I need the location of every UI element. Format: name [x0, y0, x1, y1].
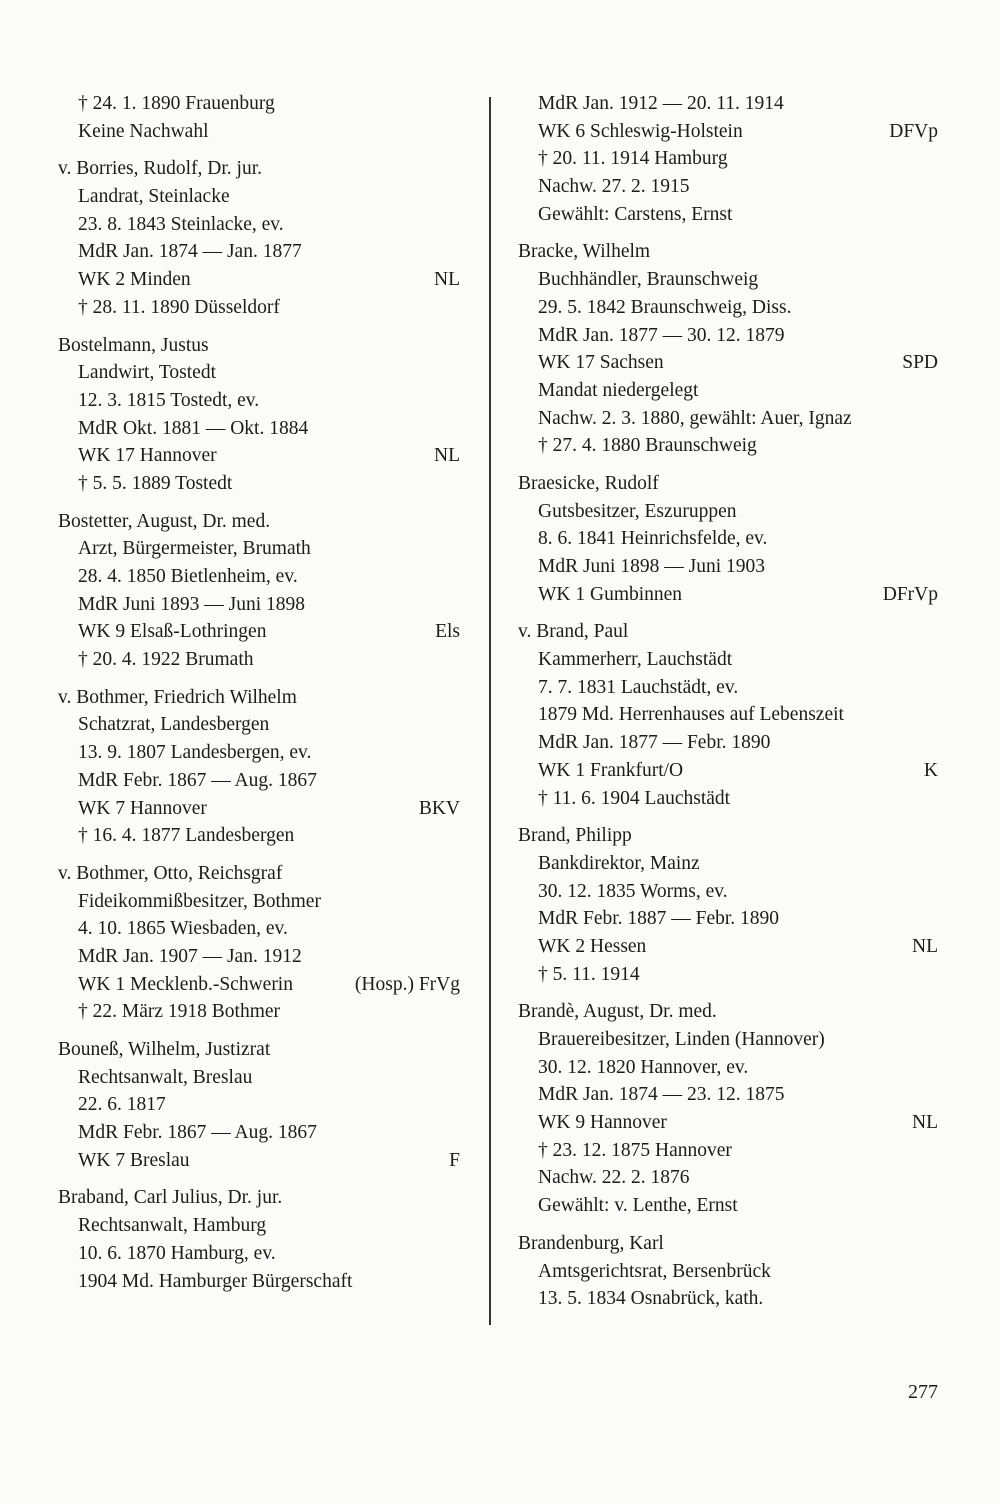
entry-detail-line — [58, 415, 460, 443]
party-abbreviation: NL — [912, 1112, 938, 1134]
entry-detail-line — [58, 1240, 460, 1268]
entry-detail-line — [58, 591, 460, 619]
entry-text: † 5. 11. 1914 — [538, 963, 640, 985]
entry-detail-line — [58, 442, 460, 470]
entry-detail-line — [518, 1054, 938, 1082]
entry-text: 30. 12. 1820 Hannover, ev. — [538, 1056, 749, 1078]
entry-name-line — [58, 508, 460, 536]
entry-name-line — [518, 470, 938, 498]
entry-name-line — [518, 1230, 938, 1258]
entry-detail-line — [58, 238, 460, 266]
entry-text: Bracke, Wilhelm — [518, 241, 651, 263]
entry-text: † 22. März 1918 Bothmer — [78, 1001, 281, 1023]
entry-text: Landrat, Steinlacke — [78, 186, 230, 208]
entry-detail-line — [58, 563, 460, 591]
entry-text: MdR Jan. 1874 — Jan. 1877 — [78, 241, 302, 263]
biography-entry — [518, 998, 938, 1220]
entry-detail-line — [518, 1026, 938, 1054]
entry-text: Brauereibesitzer, Linden (Hannover) — [538, 1029, 825, 1050]
entry-detail-line — [518, 1285, 938, 1313]
entry-text: † 24. 1. 1890 Frauenburg — [78, 93, 275, 114]
entry-text: WK 7 Hannover — [78, 797, 207, 819]
entry-text: Rechtsanwalt, Hamburg — [78, 1215, 267, 1237]
entry-text: † 28. 11. 1890 Düsseldorf — [78, 296, 280, 318]
entry-text: MdR Jan. 1907 — Jan. 1912 — [78, 945, 302, 967]
entry-text: Buchhändler, Braunschweig — [538, 269, 759, 291]
entry-detail-line — [518, 525, 938, 553]
entry-detail-line — [518, 118, 938, 146]
entry-detail-line — [518, 850, 938, 878]
entry-text: WK 2 Hessen — [538, 935, 647, 957]
entry-text: MdR Jan. 1912 — 20. 11. 1914 — [538, 93, 784, 114]
entry-text: WK 17 Hannover — [78, 445, 217, 467]
entry-text: Arzt, Bürgermeister, Brumath — [78, 538, 311, 560]
entry-text: MdR Febr. 1867 — Aug. 1867 — [78, 1122, 317, 1144]
entry-text: Fideikommißbesitzer, Bothmer — [78, 890, 321, 912]
entry-text: WK 7 Breslau — [78, 1149, 190, 1171]
entry-detail-line — [518, 1258, 938, 1286]
entry-text: 22. 6. 1817 — [78, 1094, 166, 1116]
party-abbreviation: BKV — [418, 797, 460, 819]
entry-detail-line — [518, 377, 938, 405]
entry-text: MdR Febr. 1887 — Febr. 1890 — [538, 908, 780, 930]
entry-name-line — [58, 860, 460, 888]
entry-text: v. Bothmer, Otto, Reichsgraf — [58, 862, 283, 884]
entry-text: Rechtsanwalt, Breslau — [78, 1066, 253, 1088]
entry-detail-line — [518, 1109, 938, 1137]
entry-text: Gewählt: Carstens, Ernst — [538, 203, 733, 225]
entry-detail-line — [518, 878, 938, 906]
entry-text: MdR Okt. 1881 — Okt. 1884 — [78, 417, 309, 439]
entry-name-line — [518, 998, 938, 1026]
party-abbreviation: NL — [912, 935, 938, 957]
left-column — [58, 90, 460, 1305]
entry-text: Mandat niedergelegt — [538, 379, 699, 401]
entry-text: Bostelmann, Justus — [58, 334, 209, 356]
entry-name-line — [58, 1036, 460, 1064]
entry-text: 8. 6. 1841 Heinrichsfelde, ev. — [538, 528, 768, 550]
entry-text: Gewählt: v. Lenthe, Ernst — [538, 1195, 738, 1217]
entry-text: Kammerherr, Lauchstädt — [538, 649, 733, 671]
entry-text: Nachw. 22. 2. 1876 — [538, 1167, 690, 1189]
entry-text: † 20. 4. 1922 Brumath — [78, 649, 254, 671]
party-abbreviation: (Hosp.) FrVg — [354, 973, 460, 995]
entry-text: v. Bothmer, Friedrich Wilhelm — [58, 686, 297, 708]
party-abbreviation: NL — [434, 269, 460, 291]
entry-text: 10. 6. 1870 Hamburg, ev. — [78, 1242, 276, 1264]
entry-detail-line — [518, 432, 938, 460]
entry-detail-line — [518, 701, 938, 729]
entry-detail-line — [58, 1091, 460, 1119]
biography-entry — [518, 470, 938, 608]
entry-detail-line — [518, 173, 938, 201]
biography-entry — [518, 238, 938, 460]
entry-name-line — [518, 618, 938, 646]
biography-entry — [58, 860, 460, 1026]
entry-detail-line — [58, 998, 460, 1026]
party-abbreviation: F — [449, 1149, 460, 1171]
entry-detail-line — [58, 888, 460, 916]
entry-detail-line — [58, 618, 460, 646]
entry-text: Brand, Philipp — [518, 825, 632, 847]
entry-detail-line — [58, 387, 460, 415]
entry-detail-line — [518, 145, 938, 173]
entry-detail-line — [518, 785, 938, 813]
entry-text: WK 2 Minden — [78, 269, 191, 291]
entry-text: Bostetter, August, Dr. med. — [58, 510, 271, 532]
entry-text: 12. 3. 1815 Tostedt, ev. — [78, 389, 260, 411]
biography-entry — [518, 1230, 938, 1313]
entry-detail-line — [58, 1268, 460, 1296]
entry-text: 28. 4. 1850 Bietlenheim, ev. — [78, 566, 298, 587]
party-abbreviation: SPD — [902, 352, 938, 374]
entry-detail-line — [518, 405, 938, 433]
entry-text: 13. 9. 1807 Landesbergen, ev. — [78, 742, 312, 764]
entry-detail-line — [518, 553, 938, 581]
entry-detail-line — [518, 757, 938, 785]
entry-text: WK 9 Elsaß-Lothringen — [78, 621, 267, 643]
entry-name-line — [58, 155, 460, 183]
entry-name-line — [58, 1184, 460, 1212]
entry-text: MdR Febr. 1867 — Aug. 1867 — [78, 769, 317, 791]
biography-entry — [518, 618, 938, 812]
biography-entry — [58, 508, 460, 674]
entry-detail-line — [518, 646, 938, 674]
biography-entry — [58, 332, 460, 498]
entry-detail-line — [518, 905, 938, 933]
entry-detail-line — [58, 266, 460, 294]
entry-detail-line — [58, 118, 460, 146]
entry-detail-line — [518, 1081, 938, 1109]
entry-text: 29. 5. 1842 Braunschweig, Diss. — [538, 296, 792, 318]
entry-text: 1879 Md. Herrenhauses auf Lebenszeit — [538, 704, 844, 726]
entry-detail-line — [518, 674, 938, 702]
entry-detail-line — [58, 294, 460, 322]
entry-text: Braband, Carl Julius, Dr. jur. — [58, 1187, 283, 1209]
party-abbreviation: Els — [435, 621, 460, 643]
entry-text: † 20. 11. 1914 Hamburg — [538, 148, 728, 170]
entry-detail-line — [518, 581, 938, 609]
entry-text: Brandè, August, Dr. med. — [518, 1001, 717, 1023]
entry-text: † 23. 12. 1875 Hannover — [538, 1139, 732, 1161]
entry-text: 23. 8. 1843 Steinlacke, ev. — [78, 213, 284, 235]
entry-text: MdR Juni 1893 — Juni 1898 — [78, 593, 305, 615]
biography-entry — [518, 822, 938, 988]
biography-entry — [518, 90, 938, 228]
entry-detail-line — [518, 498, 938, 526]
entry-detail-line — [518, 90, 938, 118]
party-abbreviation: DFrVp — [882, 583, 938, 605]
entry-text: MdR Jan. 1874 — 23. 12. 1875 — [538, 1084, 785, 1106]
entry-detail-line — [58, 915, 460, 943]
entry-text: 7. 7. 1831 Lauchstädt, ev. — [538, 676, 739, 698]
entry-name-line — [518, 822, 938, 850]
entry-detail-line — [58, 211, 460, 239]
entry-text: Braesicke, Rudolf — [518, 472, 659, 494]
entry-detail-line — [518, 322, 938, 350]
entry-text: WK 1 Gumbinnen — [538, 583, 683, 605]
entry-detail-line — [58, 767, 460, 795]
entry-text: WK 6 Schleswig-Holstein — [538, 120, 743, 142]
entry-detail-line — [58, 1212, 460, 1240]
biography-entry — [58, 155, 460, 321]
entry-detail-line — [58, 359, 460, 387]
entry-text: MdR Juni 1898 — Juni 1903 — [538, 556, 765, 577]
entry-detail-line — [58, 646, 460, 674]
entry-detail-line — [518, 201, 938, 229]
entry-text: † 27. 4. 1880 Braunschweig — [538, 435, 757, 457]
entry-text: 13. 5. 1834 Osnabrück, kath. — [538, 1288, 764, 1310]
entry-detail-line — [58, 535, 460, 563]
entry-text: Nachw. 2. 3. 1880, gewählt: Auer, Ignaz — [538, 407, 852, 429]
entry-detail-line — [58, 1119, 460, 1147]
entry-detail-line — [518, 349, 938, 377]
entry-text: MdR Jan. 1877 — Febr. 1890 — [538, 732, 771, 754]
party-abbreviation: DFVp — [889, 120, 938, 142]
entry-text: Bouneß, Wilhelm, Justizrat — [58, 1039, 271, 1060]
entry-text: v. Brand, Paul — [518, 621, 629, 643]
entry-text: Nachw. 27. 2. 1915 — [538, 176, 690, 198]
entry-detail-line — [518, 1137, 938, 1165]
entry-text: WK 9 Hannover — [538, 1112, 667, 1134]
entry-text: 4. 10. 1865 Wiesbaden, ev. — [78, 918, 288, 940]
entry-name-line — [518, 238, 938, 266]
entry-text: MdR Jan. 1877 — 30. 12. 1879 — [538, 324, 785, 346]
entry-text: WK 1 Mecklenb.-Schwerin — [78, 973, 293, 995]
column-divider — [489, 97, 491, 1325]
entry-name-line — [58, 684, 460, 712]
entry-text: † 5. 5. 1889 Tostedt — [78, 472, 233, 494]
entry-text: Keine Nachwahl — [78, 120, 209, 142]
entry-detail-line — [58, 1147, 460, 1175]
entry-text: Brandenburg, Karl — [518, 1232, 664, 1254]
entry-detail-line — [58, 1064, 460, 1092]
entry-text: 30. 12. 1835 Worms, ev. — [538, 880, 728, 902]
entry-detail-line — [518, 933, 938, 961]
entry-detail-line — [58, 943, 460, 971]
entry-detail-line — [58, 711, 460, 739]
entry-text: v. Borries, Rudolf, Dr. jur. — [58, 158, 263, 180]
entry-detail-line — [518, 294, 938, 322]
entry-text: WK 17 Sachsen — [538, 352, 664, 374]
party-abbreviation: K — [923, 759, 938, 781]
entry-text: Amtsgerichtsrat, Bersenbrück — [538, 1260, 771, 1282]
entry-text: WK 1 Frankfurt/O — [538, 759, 684, 781]
entry-text: Landwirt, Tostedt — [78, 362, 217, 384]
biography-entry — [58, 1184, 460, 1295]
entry-text: Bankdirektor, Mainz — [538, 852, 700, 874]
entry-detail-line — [58, 183, 460, 211]
party-abbreviation: NL — [434, 445, 460, 467]
entry-name-line — [58, 332, 460, 360]
entry-detail-line — [58, 971, 460, 999]
entry-detail-line — [58, 739, 460, 767]
biography-entry — [58, 1036, 460, 1174]
entry-text: 1904 Md. Hamburger Bürgerschaft — [78, 1270, 353, 1292]
entry-detail-line — [518, 1164, 938, 1192]
entry-text: † 16. 4. 1877 Landesbergen — [78, 825, 295, 847]
page-number: 277 — [908, 1381, 938, 1403]
entry-detail-line — [58, 795, 460, 823]
right-column — [518, 90, 938, 1323]
entry-text: Gutsbesitzer, Eszuruppen — [538, 500, 737, 522]
entry-text: † 11. 6. 1904 Lauchstädt — [538, 787, 731, 809]
entry-detail-line — [58, 90, 460, 118]
entry-detail-line — [518, 729, 938, 757]
entry-detail-line — [58, 470, 460, 498]
entry-detail-line — [518, 1192, 938, 1220]
entry-detail-line — [518, 266, 938, 294]
biography-entry — [58, 684, 460, 850]
biography-entry — [58, 90, 460, 145]
entry-detail-line — [58, 822, 460, 850]
entry-detail-line — [518, 961, 938, 989]
entry-text: Schatzrat, Landesbergen — [78, 714, 270, 736]
